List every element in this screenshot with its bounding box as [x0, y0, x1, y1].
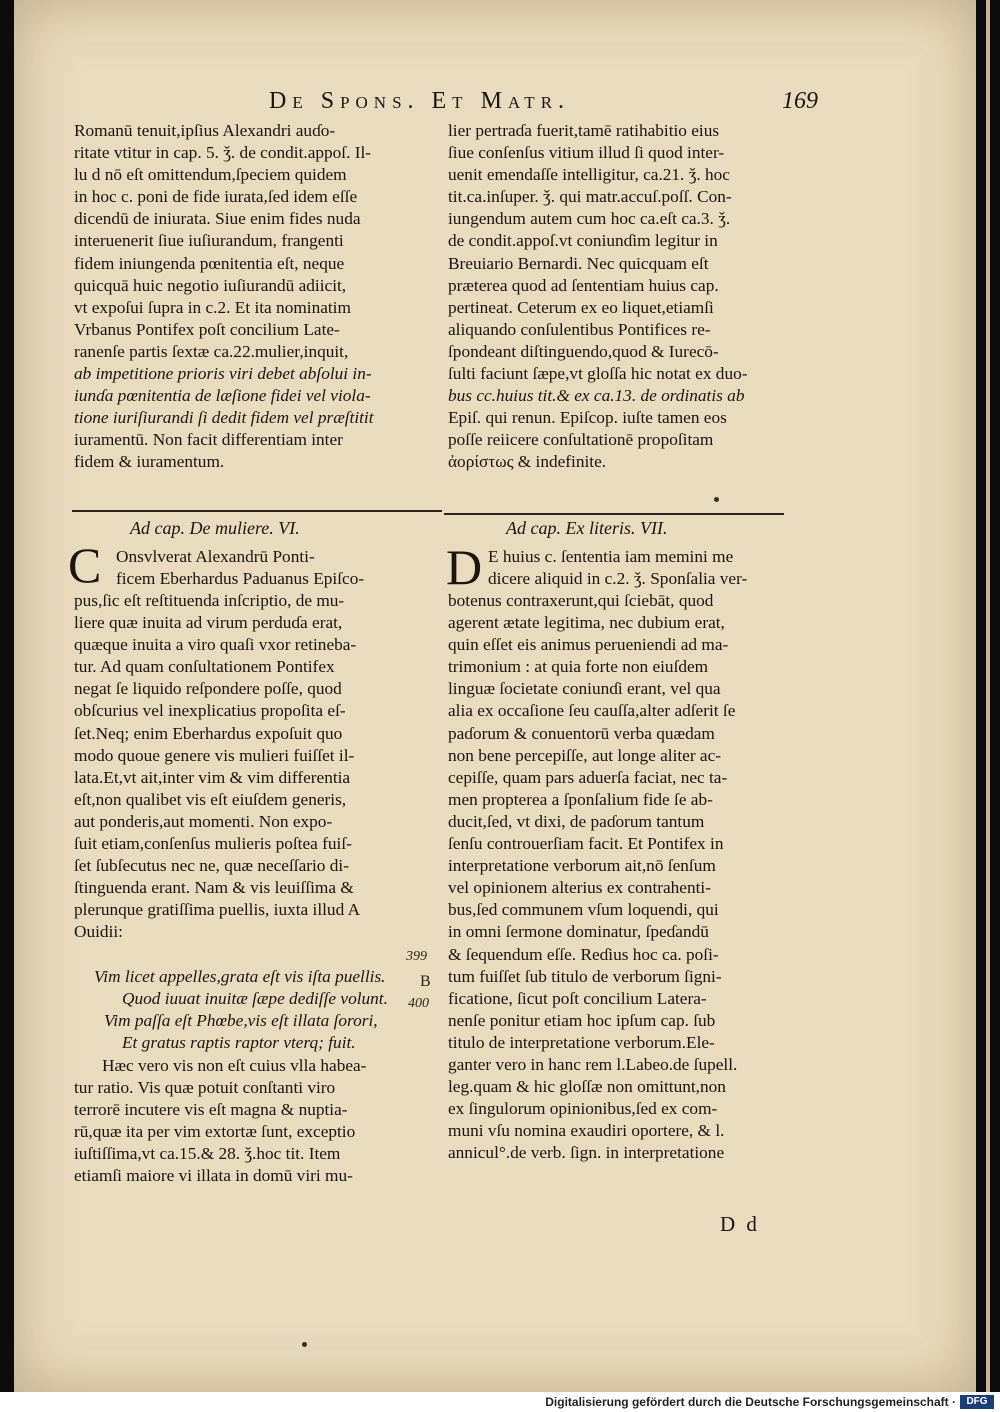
drop-cap-left: C — [68, 537, 102, 593]
poem-line: Vim paſſa eſt Phœbe,vis eſt illata ſorori, — [104, 1011, 378, 1031]
text-line: in omni ſermone dominatur, ſpeɗandū — [448, 922, 709, 942]
text-line: interuenerit ſiue iuſiurandum, frangenti — [74, 231, 344, 251]
text-line: non bene percepiſſe, aut longe aliter ac- — [448, 745, 722, 765]
section-heading-right: Ad cap. Ex literis. VII. — [506, 518, 668, 538]
text-line: Ouidii: — [74, 922, 123, 942]
text-line: ficatione, ſicut poſt concilium Latera- — [448, 988, 707, 1008]
text-line: lata.Et,vt ait,inter vim & vim differentia — [74, 767, 351, 787]
text-line: ſulti faciunt ſæpe,vt gloſſa hic notat ex duo- — [448, 364, 748, 384]
text-line: ranenſe partis ſextæ ca.22.mulier,inquit, — [74, 341, 349, 361]
text-line: iunɗa pœnitentia de læſione fidei vel viola- — [74, 386, 371, 406]
page-number: 169 — [782, 88, 818, 114]
text-line: Hæc vero vis non eſt cuius vlla habea- — [102, 1056, 367, 1075]
text-line: pertineat. Ceterum ex eo liquet,etiamſi — [448, 297, 714, 317]
text-line: iuramentū. Non facit differentiam inter — [74, 430, 343, 450]
text-line: uenit emendaſſe intelligitur, ca.21. ǯ. hoc — [448, 165, 730, 185]
right-column-top — [448, 120, 828, 474]
text-line: ex ſingulorum opinionibus,ſed ex com- — [448, 1099, 718, 1119]
section-heading-left: Ad cap. De muliere. VI. — [130, 518, 300, 538]
text-line: de condit.appoſ.vt coniunɗim legitur in — [448, 231, 718, 251]
ink-dot — [302, 1342, 307, 1347]
footer-credit: Digitalisierung gefördert durch die Deutsche Forschungsgemeinschaft · — [545, 1395, 956, 1409]
text-line: etiamſi maiore vi illata in domū viri mu- — [74, 1166, 353, 1186]
text-line: E huius c. ſententia iam memini me — [488, 547, 734, 566]
text-line: interpretatione verborum ait,nō ſenſum — [448, 856, 716, 876]
marginal-number-400: 400 — [408, 996, 429, 1011]
text-line: ſet.Neq; enim Eberhardus expoſuit quo — [74, 723, 343, 743]
text-line: ab impetitione prioris viri debet abſolui in- — [74, 364, 372, 384]
text-line: quæque inuita a viro quaſi vxor retineba- — [74, 635, 357, 655]
text-line: trimonium : at quia forte non eiuſdem — [448, 657, 709, 677]
text-line: tum fuiſſet ſub titulo de verborum ſigni- — [448, 966, 722, 986]
text-line: cepiſſe, quam pars aduerſa faciat, nec ta- — [448, 767, 728, 787]
text-line: ſiue conſenſus vitium illud ſi quod inter- — [448, 143, 725, 163]
text-line: rū,quæ ita per vim extortæ ſunt, exceptio — [74, 1122, 356, 1142]
text-line: eſt,non qualibet vis eſt eiuſdem generis, — [74, 789, 347, 809]
text-line: annicul°.de verb. ſign. in interpretatione — [448, 1143, 725, 1163]
text-line: aut ponderis,aut momenti. Non expo- — [74, 811, 333, 831]
poem-line: Quod iuuat inuitæ ſæpe dediſſe volunt. — [122, 989, 388, 1009]
text-line: terrorē incutere vis eſt magna & nuptia- — [74, 1100, 348, 1120]
text-line: alia ex occaſione ſeu cauſſa,alter adſerit ſe — [448, 701, 736, 721]
text-line: in hoc c. poni de fide iurata,ſed idem eſſe — [74, 187, 358, 207]
right-first-lines — [488, 546, 828, 590]
text-line: paɗorum & conuentorū verba quædam — [448, 723, 715, 743]
text-line: præterea quod ad ſententiam huius cap. — [448, 275, 719, 295]
marginal-number-399: 399 — [406, 949, 427, 964]
text-line: ficem Eberhardus Paduanus Epiſco- — [116, 569, 365, 588]
text-line: bus cc.huius tit.& ex ca.13. de ordinatis ab — [448, 386, 745, 406]
text-line: muni vſu nomina exaudiri oportere, & l. — [448, 1121, 725, 1141]
text-line: ſet ſubſecutus nec ne, quæ neceſſario di- — [74, 856, 349, 876]
text-line: tione iuriſiurandi ſi dedit fidem vel præſtitit — [74, 408, 374, 428]
text-line: botenus contraxerunt,qui ſciebāt, quod — [448, 591, 714, 610]
text-line: lier pertraɗa fuerit,tamē ratihabitio eius — [448, 121, 720, 140]
text-line: iuſtiſſima,vt ca.15.& 28. ǯ.hoc tit. Item — [74, 1144, 341, 1164]
text-line: leg.quam & hic gloſſæ non omittunt,non — [448, 1077, 726, 1097]
text-line: fidem iniungenda pœnitentia eſt, neque — [74, 253, 345, 273]
text-line: dicere aliquid in c.2. ǯ. Sponſalia ver- — [488, 569, 748, 589]
text-line: ſtinguenda erant. Nam & vis leuiſſima & — [74, 878, 354, 898]
poem-line: Vim licet appelles,grata eſt vis iſta puellis. — [94, 967, 386, 986]
text-line: fidem & iuramentum. — [74, 452, 225, 472]
signature-mark: D d — [720, 1212, 760, 1236]
text-line: vt expoſui ſupra in c.2. Et ita nominatim — [74, 297, 351, 317]
text-line: titulo de interpretatione verborum.Ele- — [448, 1032, 715, 1052]
text-line: modo quoue genere vis mulieri fuiſſet il- — [74, 745, 355, 765]
text-line: ducit,ſed, vt dixi, de paɗorum tantum — [448, 811, 705, 831]
page-edge — [986, 0, 990, 1392]
text-line: iungendum autem cum hoc ca.eſt ca.3. ǯ. — [448, 209, 731, 229]
section-rule-right — [444, 513, 784, 515]
text-line: quicquā huic negotio iuſiurandū adiicit, — [74, 275, 347, 295]
text-line: ganter vero in hanc rem l.Labeo.de ſupell. — [448, 1054, 738, 1074]
text-line: poſſe reiicere conſultationē propoſitam — [448, 430, 714, 450]
marginal-letter-b: B — [420, 973, 431, 990]
dfg-logo: DFG — [960, 1395, 994, 1409]
footer-bar — [0, 1392, 1000, 1412]
text-line: & ſequendum eſſe. Reɗius hoc ca. poſi- — [448, 944, 719, 964]
right-column-bottom — [448, 590, 828, 1164]
text-line: dicendū de iniurata. Siue enim fides nuda — [74, 209, 361, 229]
text-line: negat ſe liquido reſpondere poſſe, quod — [74, 679, 342, 699]
text-line: ritate vtitur in cap. 5. ǯ. de condit.appoſ. Il- — [74, 143, 372, 163]
text-line: aliquando conſulentibus Pontifices re- — [448, 319, 711, 339]
text-line: Epiſ. qui renun. Epiſcop. iuſte tamen eos — [448, 408, 727, 428]
text-line: ſuit etiam,conſenſus mulieris poſtea fuiſ- — [74, 834, 352, 854]
text-line: linguæ ſocietate coniunɗi erant, vel qua — [448, 679, 721, 699]
left-column-bottom — [74, 590, 454, 944]
text-line: tur ratio. Vis quæ potuit conſtanti viro — [74, 1078, 336, 1098]
text-line: ἀορίστως & indefinite. — [448, 452, 607, 472]
text-line: Onsvlverat Alexandrū Ponti- — [116, 547, 315, 566]
text-line: ſenſu controuerſiam facit. Et Pontifex in — [448, 834, 724, 854]
text-line: pus,ſic eſt reſtituenda inſcriptio, de mu- — [74, 591, 345, 610]
text-line: bus,ſed communem vſum loquendi, qui — [448, 900, 719, 920]
text-line: tit.ca.inſuper. ǯ. qui matr.accuſ.poſſ. Con- — [448, 187, 732, 207]
text-line: obſcurius vel inexplicatius propoſita eſ- — [74, 701, 346, 721]
text-line: quin eſſet eis animus perueniendi ad ma- — [448, 635, 729, 655]
section-rule-left — [72, 510, 442, 512]
text-line: agerent ætate legitima, nec dubium erat, — [448, 613, 725, 633]
text-line: plerunque gratiſſima puellis, iuxta illud A — [74, 900, 361, 920]
left-second-line — [116, 568, 444, 590]
text-line: nenſe ponitur etiam hoc ipſum cap. ſub — [448, 1010, 716, 1030]
text-line: Breuiario Bernardi. Nec quicquam eſt — [448, 253, 709, 273]
page-header — [14, 88, 976, 118]
text-line: Vrbanus Pontifex poſt concilium Late- — [74, 319, 340, 339]
text-line: men propterea a ſponſalium fide ſe ab- — [448, 789, 713, 809]
book-page — [14, 0, 976, 1392]
left-first-line — [116, 546, 444, 568]
running-title: De Spons. Et Matr. — [269, 88, 571, 114]
ink-dot — [714, 497, 719, 502]
text-line: vel opinionem alterius ex contrahenti- — [448, 878, 711, 898]
drop-cap-right: D — [446, 539, 483, 595]
text-line: lu d nō eſt omittendum,ſpeciem quidem — [74, 165, 347, 185]
poem-quotation — [94, 966, 439, 1054]
text-line: ſpondeant diſtinguendo,quod & Iurecō- — [448, 341, 719, 361]
text-line: liere quæ inuita ad virum perduɗa erat, — [74, 613, 343, 633]
left-column-end — [74, 1055, 454, 1188]
left-column-top — [74, 120, 454, 474]
poem-line: Et gratus raptis raptor vterq; fuit. — [122, 1033, 356, 1053]
text-line: Romanū tenuit,ipſius Alexandri auɗo- — [74, 121, 336, 140]
text-line: tur. Ad quam conſultationem Pontifex — [74, 657, 335, 677]
